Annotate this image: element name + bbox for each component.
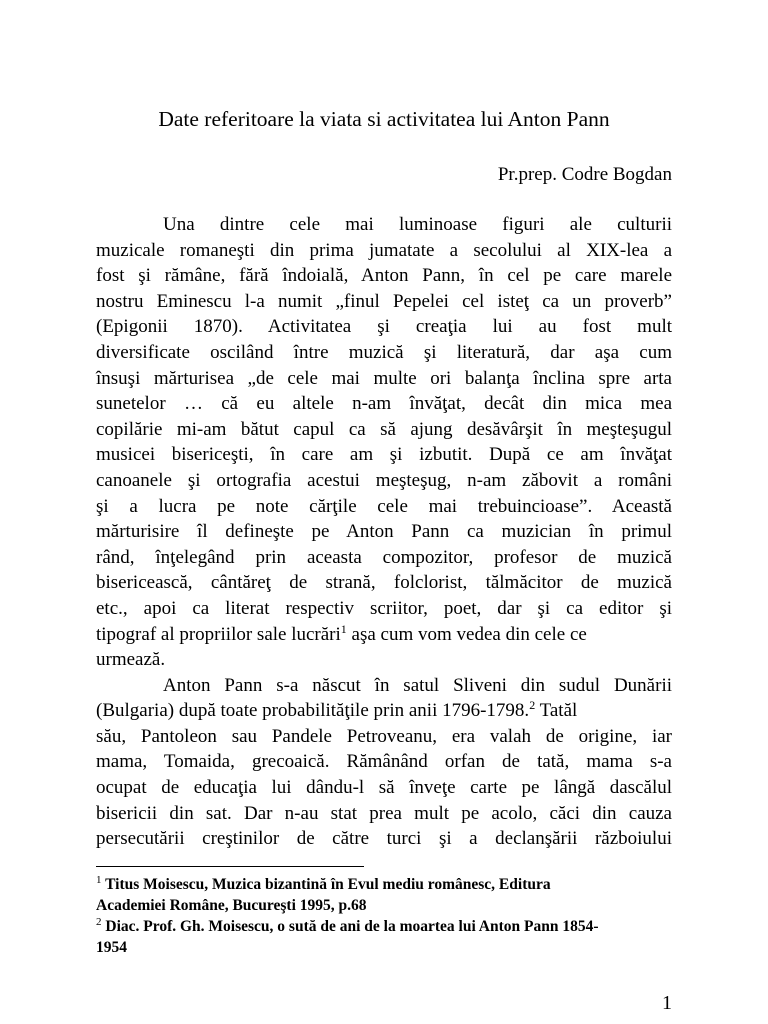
paragraph-line: diversificate oscilând între muzică şi literatură, dar aşa cum bbox=[96, 341, 672, 363]
paragraph-line: şi a lucra pe note cărţile cele mai trebuincioase”. Această bbox=[96, 495, 672, 517]
paragraph-line: Anton Pann s-a născut în satul Sliveni din sudul Dunării bbox=[163, 674, 672, 696]
line-text: tipograf al propriilor sale lucrări bbox=[96, 623, 341, 645]
paragraph-line: persecutării creştinilor de către turci şi a declanşării războiului bbox=[96, 828, 672, 850]
paragraph-line-with-footnote-ref bbox=[96, 698, 672, 724]
paragraph-line: fost şi rămâne, fără îndoială, Anton Pann, în cel pe care marele bbox=[96, 265, 672, 287]
footnote-text: Diac. Prof. Gh. Moisescu, o sută de ani de la moartea lui Anton Pann 1854- bbox=[101, 918, 599, 935]
footnotes bbox=[96, 874, 672, 958]
paragraph-line: muzicale romaneşti din prima jumatate a secolului al XIX-lea a bbox=[96, 239, 672, 261]
paragraph-line: mama, Tomaida, grecoaică. Rămânând orfan de tată, mama s-a bbox=[96, 751, 672, 773]
paragraph-line: urmează. bbox=[96, 649, 166, 671]
paragraph-line: (Epigonii 1870). Activitatea şi creaţia lui au fost mult bbox=[96, 316, 672, 338]
paragraph-line: rând, înţelegând prin aceasta compozitor, profesor de muzică bbox=[96, 546, 672, 568]
footnote-separator bbox=[96, 866, 364, 867]
footnote-1-continued: Academiei Române, Bucureşti 1995, p.68 bbox=[96, 897, 367, 914]
line-text-continued: Tatăl bbox=[535, 700, 578, 722]
paragraph-line: copilărie mi-am bătut capul ca să ajung desăvârşit în meşteşugul bbox=[96, 418, 672, 440]
paragraph-line: bisericească, cântăreţ de strană, folclorist, tălmăcitor de muzică bbox=[96, 572, 672, 594]
footnote-1 bbox=[96, 874, 672, 895]
document-title: Date referitoare la viata si activitatea lui Anton Pann bbox=[158, 107, 610, 131]
paragraph-line: etc., apoi ca literat respectiv scriitor, poet, dar şi ca editor şi bbox=[96, 597, 672, 619]
page-number: 1 bbox=[662, 992, 672, 1014]
paragraph-line: bisericii din sat. Dar n-au stat prea mult pe acolo, căci din cauza bbox=[96, 802, 672, 824]
footnote-2 bbox=[96, 916, 672, 937]
footnote-reference: 1 bbox=[340, 621, 347, 636]
paragraph-line: canoanele şi ortografia acestui meşteşug, n-am zăbovit a români bbox=[96, 469, 672, 491]
footnote-reference: 2 bbox=[529, 698, 536, 713]
paragraph-line-with-footnote-ref bbox=[96, 622, 672, 648]
paragraph-line: nostru Eminescu l-a numit „finul Pepelei cel isteţ ca un proverb” bbox=[96, 290, 672, 312]
paragraph-line: însuşi mărturisea „de cele mai multe ori balanţa înclina spre arta bbox=[96, 367, 672, 389]
footnote-mark: 2 bbox=[96, 916, 102, 928]
line-text: (Bulgaria) după toate probabilităţile prin anii 1796-1798. bbox=[96, 700, 530, 722]
footnote-text: Titus Moisescu, Muzica bizantină în Evul mediu românesc, Editura bbox=[101, 876, 551, 893]
line-text-continued: aşa cum vom vedea din cele ce bbox=[346, 623, 587, 645]
footnote-mark: 1 bbox=[96, 874, 102, 886]
paragraph-line: său, Pantoleon sau Pandele Petroveanu, era valah de origine, iar bbox=[96, 725, 672, 747]
footnote-2-continued: 1954 bbox=[96, 939, 127, 956]
paragraph-line: ocupat de educaţia lui dându-l să înveţe carte pe lângă dascălul bbox=[96, 777, 672, 799]
paragraph-line: sunetelor … că eu altele n-am învăţat, decât din mica mea bbox=[96, 393, 672, 415]
paragraph-line: Una dintre cele mai luminoase figuri ale culturii bbox=[163, 214, 672, 235]
author-line: Pr.prep. Codre Bogdan bbox=[497, 164, 672, 185]
body-text bbox=[96, 212, 672, 852]
paragraph-line: musicei bisericeşti, în care am şi izbutit. După ce am învăţat bbox=[96, 444, 672, 466]
paragraph-line: mărturisire îl defineşte pe Anton Pann ca muzician în primul bbox=[96, 521, 672, 543]
